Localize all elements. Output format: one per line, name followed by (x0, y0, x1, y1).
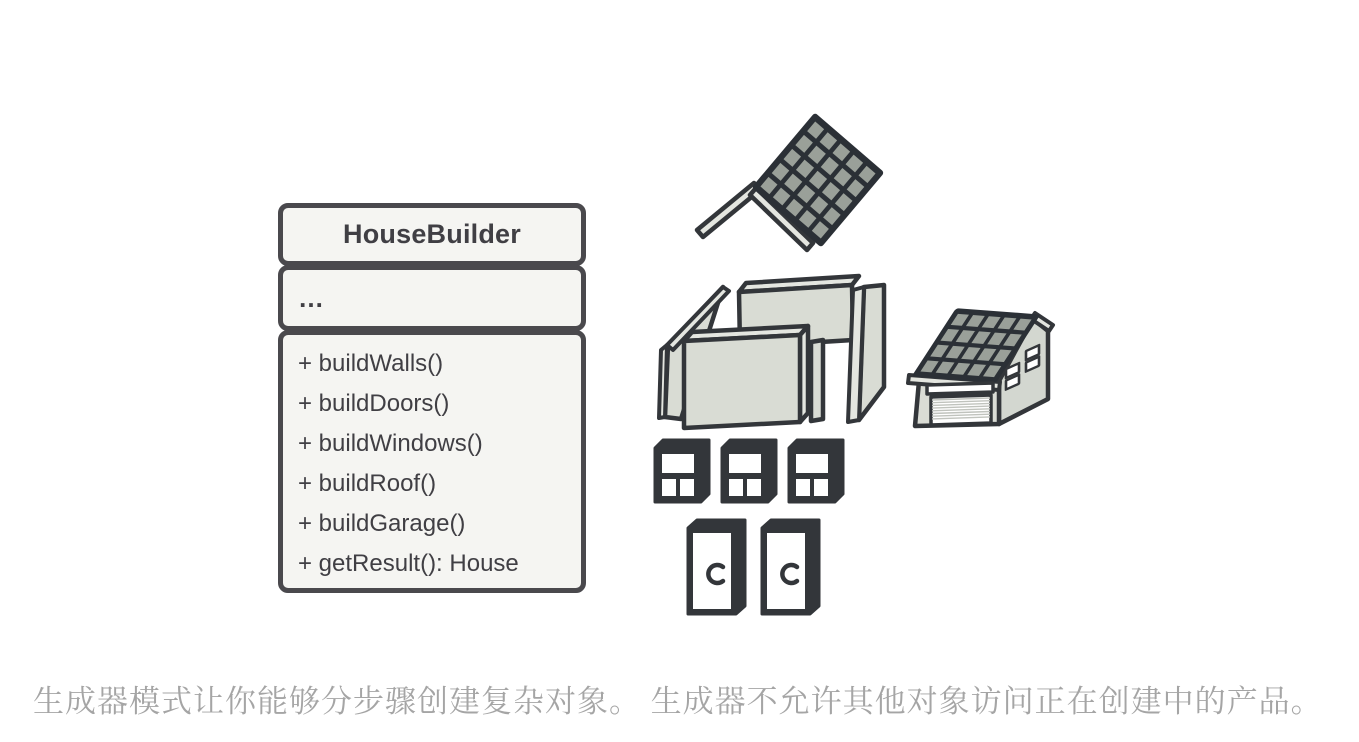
wall-front (684, 335, 800, 428)
walls-illustration (659, 276, 884, 428)
garage-illustration (908, 311, 1053, 426)
door-part (688, 520, 745, 614)
windows-illustration (655, 440, 843, 502)
method-row: + buildWalls() (298, 350, 444, 377)
doors-illustration (688, 520, 819, 614)
roof-tiles (756, 117, 880, 243)
garage-side-window (1006, 363, 1019, 389)
class-title: HouseBuilder (343, 219, 521, 249)
method-row: + buildWindows() (298, 430, 483, 457)
wall-right-edge (848, 287, 864, 422)
wall-post (811, 340, 823, 421)
method-row: + buildRoof() (298, 470, 437, 497)
window-part (722, 440, 776, 502)
door-part (762, 520, 819, 614)
pattern-caption: 生成器模式让你能够分步骤创建复杂对象。 生成器不允许其他对象访问正在创建中的产品。 (33, 684, 1323, 719)
wall-left-edge (659, 345, 667, 418)
method-row: + buildGarage() (298, 510, 466, 537)
method-row: + buildDoors() (298, 390, 450, 417)
garage-door-lintel (927, 383, 993, 394)
garage-side-window (1026, 345, 1039, 371)
window-part (789, 440, 843, 502)
roof-illustration (697, 117, 880, 250)
fields-ellipsis: … (298, 282, 327, 313)
method-row: + getResult(): House (298, 550, 519, 577)
window-part (655, 440, 709, 502)
